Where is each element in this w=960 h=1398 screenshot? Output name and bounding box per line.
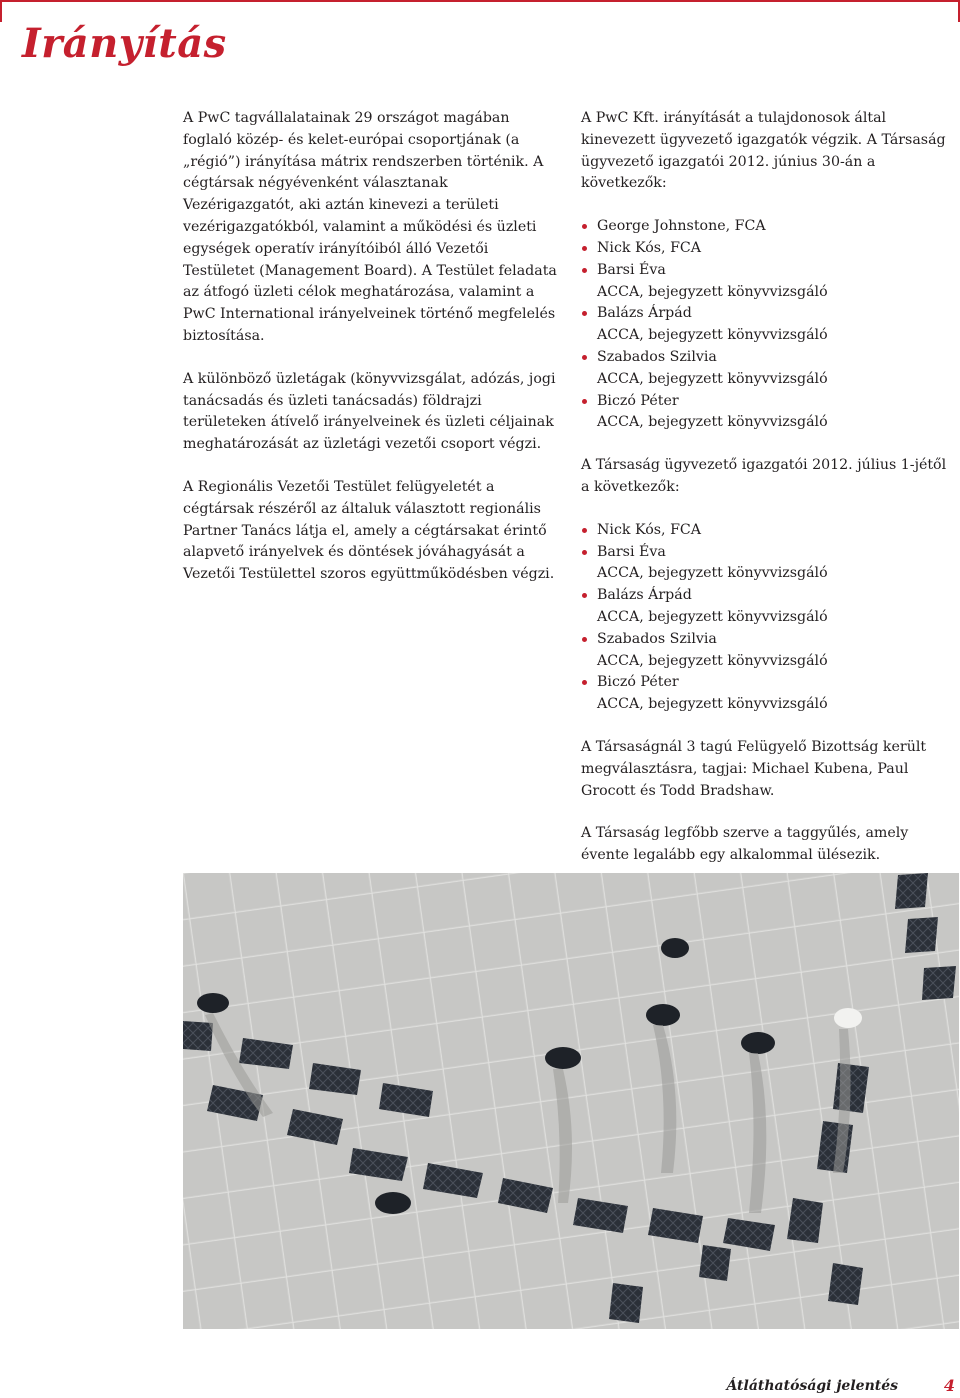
governance-paragraph: A PwC tagvállalatainak 29 országot magában foglaló közép- és kelet-európai csoportjának (a „régió”) irányítása mátrix rendszerben történik. A cégtársak négyévenként választanak Vezérigazgatót, aki aztán kinevezi a területi vezérigazgatókból, valamint a működési és üzleti egységek operatív irányítóiból álló Vezetői Testületet (Management Board). A Testület feladata az átfogó üzleti célok meghatározása, valamint a PwC International irányelveinek történő megfelelés biztosítása. [183,110,557,344]
director-name: Balázs Árpád [597,587,692,604]
director-role: ACCA, bejegyzett könyvvizsgáló [597,696,828,713]
list-item [581,260,957,304]
list-item [581,391,957,435]
partner-council-paragraph: A Regionális Vezetői Testület felügyeletét a cégtársak részéről az általuk választott regionális Partner Tanács látja el, amely a cégtársakat érintő alapvető irányelvek és döntések jóváhagyását a Vezetői Testülettel szoros együttműködésben végzi. [183,478,555,583]
director-name: Szabados Szilvia [597,630,717,647]
supervisory-board-paragraph: A Társaságnál 3 tagú Felügyelő Bizottság került megválasztásra, tagjai: Michael Kubena, Paul Grocott és Todd Bradshaw. [581,738,927,799]
director-name: Biczó Péter [597,392,679,409]
director-name: Balázs Árpád [597,305,692,322]
director-role: ACCA, bejegyzett könyvvizsgáló [597,370,828,387]
director-role: ACCA, bejegyzett könyvvizsgáló [597,652,828,669]
director-name: Biczó Péter [597,674,679,691]
general-assembly-paragraph: A Társaság legfőbb szerve a taggyűlés, amely évente legalább egy alkalommal ülésezik. [581,825,909,864]
list-item [581,216,957,238]
director-name: Barsi Éva [597,543,666,560]
page-frame-rule [0,0,960,22]
directors-list-july [581,520,957,716]
aerial-plaza-photo [183,873,959,1329]
list-item [581,672,957,716]
business-lines-paragraph: A különböző üzletágak (könyvvizsgálat, adózás, jogi tanácsadás és üzleti tanácsadás) földrajzi területeken átívelő irányelveinek és üzleti céljainak meghatározását az üzletági vezetői csoport végzi. [183,370,556,453]
director-role: ACCA, bejegyzett könyvvizsgáló [597,414,828,431]
page-number: 4 [943,1376,955,1395]
left-column [183,108,561,607]
list-item [581,238,957,260]
list-item [581,520,957,542]
list-item [581,629,957,673]
directors-july-intro: A Társaság ügyvezető igazgatói 2012. július 1-jétől a következők: [581,457,947,495]
director-name: Nick Kós, FCA [597,239,702,256]
directors-intro: A PwC Kft. irányítását a tulajdonosok által kinevezett ügyvezető igazgatók végzik. A Társaság ügyvezető igazgatói 2012. június 30-án a következők: [581,110,946,192]
list-item [581,303,957,347]
list-item [581,347,957,391]
list-item [581,585,957,629]
right-column [581,108,957,888]
director-role: ACCA, bejegyzett könyvvizsgáló [597,283,828,300]
list-item [581,542,957,586]
directors-list-june [581,216,957,434]
footer-report-title: Átláthatósági jelentés [726,1378,898,1394]
page-title: Irányítás [22,20,227,67]
director-role: ACCA, bejegyzett könyvvizsgáló [597,608,828,625]
director-role: ACCA, bejegyzett könyvvizsgáló [597,327,828,344]
director-name: Barsi Éva [597,261,666,278]
director-name: Nick Kós, FCA [597,521,702,538]
director-name: Szabados Szilvia [597,348,717,365]
director-name: George Johnstone, FCA [597,218,766,235]
director-role: ACCA, bejegyzett könyvvizsgáló [597,565,828,582]
